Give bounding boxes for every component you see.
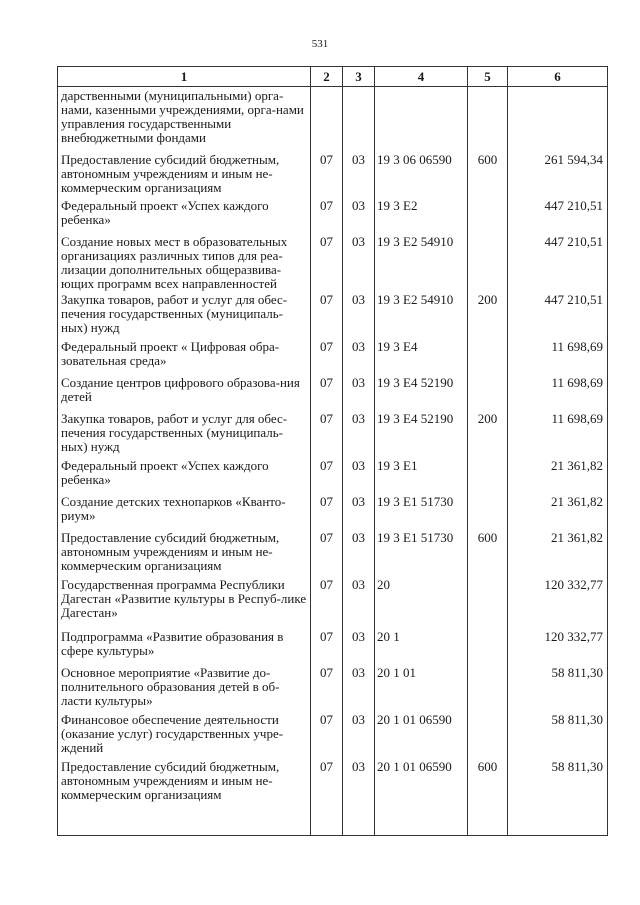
row-amount: 261 594,34	[508, 151, 608, 197]
row-target-article: 19 3 E2 54910	[375, 291, 468, 338]
row-expense-type: 600	[468, 758, 508, 836]
row-name: Предоставление субсидий бюджетным, автономным учреждениям и иным не-коммерческим организациям	[58, 758, 311, 836]
row-section-code: 07	[311, 576, 343, 628]
table-header	[58, 67, 608, 87]
row-target-article: 19 3 E4 52190	[375, 374, 468, 410]
row-section-code: 07	[311, 410, 343, 457]
row-section-code: 07	[311, 197, 343, 233]
row-subsection-code: 03	[343, 410, 375, 457]
table-row	[58, 374, 608, 410]
row-name: Федеральный проект « Цифровая обра-зовательная среда»	[58, 338, 311, 374]
header-col-4: 4	[375, 67, 468, 87]
row-subsection-code: 03	[343, 664, 375, 711]
row-expense-type	[468, 197, 508, 233]
header-col-1: 1	[58, 67, 311, 87]
row-subsection-code: 03	[343, 374, 375, 410]
row-expense-type: 200	[468, 410, 508, 457]
row-expense-type: 600	[468, 151, 508, 197]
row-subsection-code: 03	[343, 197, 375, 233]
row-expense-type	[468, 664, 508, 711]
row-name: Закупка товаров, работ и услуг для обес-печения государственных (муниципаль-ных) нужд	[58, 291, 311, 338]
row-target-article: 19 3 E2 54910	[375, 233, 468, 291]
table-row	[58, 576, 608, 628]
row-subsection-code: 03	[343, 493, 375, 529]
row-section-code: 07	[311, 291, 343, 338]
row-target-article	[375, 87, 468, 151]
row-amount: 21 361,82	[508, 493, 608, 529]
row-amount: 58 811,30	[508, 758, 608, 836]
table-row	[58, 457, 608, 493]
row-name: Создание детских технопарков «Кванто-риум»	[58, 493, 311, 529]
table-row	[58, 233, 608, 291]
table-row	[58, 758, 608, 836]
row-expense-type	[468, 233, 508, 291]
row-target-article: 20 1 01 06590	[375, 711, 468, 758]
row-amount: 21 361,82	[508, 529, 608, 576]
row-subsection-code: 03	[343, 233, 375, 291]
row-subsection-code: 03	[343, 576, 375, 628]
row-section-code: 07	[311, 338, 343, 374]
row-subsection-code: 03	[343, 628, 375, 664]
table-row	[58, 529, 608, 576]
row-name: Предоставление субсидий бюджетным, автономным учреждениям и иным не-коммерческим организациям	[58, 529, 311, 576]
header-col-6: 6	[508, 67, 608, 87]
row-subsection-code: 03	[343, 151, 375, 197]
table-row	[58, 338, 608, 374]
row-section-code: 07	[311, 374, 343, 410]
row-name: Создание новых мест в образовательных организациях различных типов для реа-лизации дополнительных общеразвива-ющих программ всех направленностей	[58, 233, 311, 291]
budget-table	[57, 66, 608, 836]
row-target-article: 19 3 E1 51730	[375, 493, 468, 529]
row-amount: 21 361,82	[508, 457, 608, 493]
row-name: Финансовое обеспечение деятельности (оказание услуг) государственных учре-ждений	[58, 711, 311, 758]
table-row	[58, 197, 608, 233]
row-name: Закупка товаров, работ и услуг для обес-печения государственных (муниципаль-ных) нужд	[58, 410, 311, 457]
row-section-code: 07	[311, 529, 343, 576]
row-target-article: 19 3 06 06590	[375, 151, 468, 197]
row-section-code: 07	[311, 628, 343, 664]
row-subsection-code: 03	[343, 291, 375, 338]
table-row	[58, 664, 608, 711]
row-name: Основное мероприятие «Развитие до-полнительного образования детей в об-ласти культуры»	[58, 664, 311, 711]
header-col-2: 2	[311, 67, 343, 87]
table-row	[58, 628, 608, 664]
row-amount: 120 332,77	[508, 576, 608, 628]
row-target-article: 20 1 01	[375, 664, 468, 711]
header-col-3: 3	[343, 67, 375, 87]
row-amount: 58 811,30	[508, 664, 608, 711]
row-name: дарственными (муниципальными) орга-нами, казенными учреждениями, орга-нами управления государственными внебюджетными фондами	[58, 87, 311, 151]
row-subsection-code: 03	[343, 338, 375, 374]
row-expense-type	[468, 338, 508, 374]
row-amount: 120 332,77	[508, 628, 608, 664]
row-expense-type	[468, 493, 508, 529]
row-expense-type	[468, 711, 508, 758]
row-name: Предоставление субсидий бюджетным, автономным учреждениям и иным не-коммерческим организациям	[58, 151, 311, 197]
row-name: Федеральный проект «Успех каждого ребенка»	[58, 197, 311, 233]
table-row	[58, 410, 608, 457]
row-name: Федеральный проект «Успех каждого ребенка»	[58, 457, 311, 493]
row-subsection-code: 03	[343, 529, 375, 576]
table-row	[58, 493, 608, 529]
row-section-code: 07	[311, 711, 343, 758]
row-expense-type	[468, 576, 508, 628]
table-row	[58, 291, 608, 338]
row-section-code: 07	[311, 457, 343, 493]
row-amount: 447 210,51	[508, 291, 608, 338]
row-section-code: 07	[311, 493, 343, 529]
table-row	[58, 151, 608, 197]
row-amount: 447 210,51	[508, 233, 608, 291]
table-body	[58, 87, 608, 836]
header-col-5: 5	[468, 67, 508, 87]
table-row	[58, 87, 608, 151]
row-target-article: 19 3 E4	[375, 338, 468, 374]
row-section-code: 07	[311, 758, 343, 836]
row-expense-type	[468, 374, 508, 410]
row-expense-type	[468, 87, 508, 151]
row-name: Создание центров цифрового образова-ния детей	[58, 374, 311, 410]
row-name: Подпрограмма «Развитие образования в сфере культуры»	[58, 628, 311, 664]
row-section-code: 07	[311, 233, 343, 291]
row-name: Государственная программа Республики Дагестан «Развитие культуры в Респуб-лике Дагестан»	[58, 576, 311, 628]
row-section-code: 07	[311, 664, 343, 711]
row-amount: 447 210,51	[508, 197, 608, 233]
row-expense-type: 200	[468, 291, 508, 338]
row-subsection-code: 03	[343, 457, 375, 493]
page-number: 531	[311, 38, 329, 50]
row-target-article: 19 3 E1	[375, 457, 468, 493]
row-expense-type: 600	[468, 529, 508, 576]
row-subsection-code	[343, 87, 375, 151]
row-expense-type	[468, 457, 508, 493]
row-target-article: 20 1	[375, 628, 468, 664]
row-amount: 11 698,69	[508, 374, 608, 410]
row-section-code	[311, 87, 343, 151]
row-subsection-code: 03	[343, 758, 375, 836]
header-row	[58, 67, 608, 87]
row-amount: 58 811,30	[508, 711, 608, 758]
table-row	[58, 711, 608, 758]
row-target-article: 19 3 E1 51730	[375, 529, 468, 576]
row-section-code: 07	[311, 151, 343, 197]
row-amount: 11 698,69	[508, 410, 608, 457]
row-target-article: 20 1 01 06590	[375, 758, 468, 836]
row-target-article: 20	[375, 576, 468, 628]
row-target-article: 19 3 E2	[375, 197, 468, 233]
row-target-article: 19 3 E4 52190	[375, 410, 468, 457]
row-expense-type	[468, 628, 508, 664]
row-subsection-code: 03	[343, 711, 375, 758]
row-amount	[508, 87, 608, 151]
row-amount: 11 698,69	[508, 338, 608, 374]
